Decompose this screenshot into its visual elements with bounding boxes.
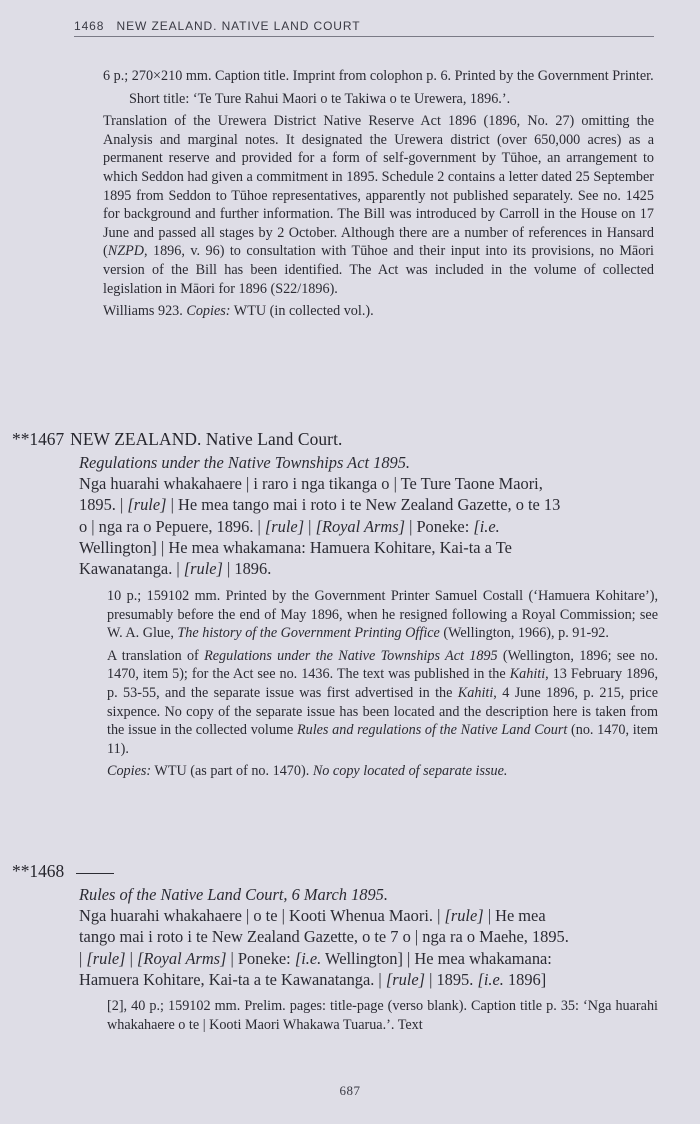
title-transcription-line: tango mai i roto i te New Zealand Gazette, o te 7 o | nga ra o Maehe, 1895. bbox=[79, 927, 569, 947]
title-english: Regulations under the Native Townships Act 1895. bbox=[79, 453, 410, 472]
copies-note: Williams 923. Copies: WTU (in collected vol.). bbox=[103, 303, 374, 320]
translation-note: Translation of the Urewera District Native Reserve Act 1896 (1896, No. 27) omitting the Analysis and marginal notes. It designated the Urewera district (over 650,000 acres) as a permanent reserve and provided for a form of self-government by Tūhoe, an arrangement to which Seddon had given a commitment in 1895. Schedule 2 contains a letter dated 25 September 1895 from Seddon to Tūhoe representatives, apparently not published separately. See no. 1425 for background and further information. The Bill was introduced by Carroll in the House on 17 June and passed all stages by 2 October. Although there are a number of references in Hansard (NZPD, 1896, v. 96) to consultation with Tūhoe and their input into its provisions, no Māori version of the Bill has been identified. The Act was included in the volume of collected legislation in Māori for 1896 (S22/1896). bbox=[103, 113, 654, 297]
entry-1468-title bbox=[79, 884, 659, 990]
title-transcription-line: | [rule] | [Royal Arms] | Poneke: [i.e. Wellington] | He mea whakamana: bbox=[79, 948, 552, 968]
title-transcription-line: Hamuera Kohitare, Kai-ta a te Kawanatanga. | [rule] | 1895. [i.e. 1896] bbox=[79, 969, 547, 989]
copies-note: Copies: WTU (as part of no. 1470). No copy located of separate issue. bbox=[107, 763, 508, 780]
entry-author-heading: NEW ZEALAND. Native Land Court. bbox=[70, 429, 343, 449]
running-head-title: NEW ZEALAND. NATIVE LAND COURT bbox=[116, 19, 361, 33]
previous-entry-notes bbox=[103, 67, 654, 325]
entry-number: **1467 bbox=[12, 429, 65, 449]
entry-1468-notes bbox=[107, 997, 658, 1038]
title-transcription-line: Nga huarahi whakahaere | i raro i nga tikanga o | Te Ture Taone Maori, bbox=[79, 474, 543, 494]
title-transcription-line: Nga huarahi whakahaere | o te | Kooti Whenua Maori. | [rule] | He mea bbox=[79, 906, 546, 926]
running-head-page-number: 1468 bbox=[74, 19, 105, 33]
entry-1467-title bbox=[79, 452, 659, 579]
entry-number: **1468 bbox=[12, 861, 65, 881]
translation-note: A translation of Regulations under the Native Townships Act 1895 (Wellington, 1896; see no. 1470, item 5); for the Act see no. 1436. The text was published in the Kahiti, 13 February 1896, p. 53-55, and the separate issue was first advertised in the Kahiti, 4 June 1896, p. 215, price sixpence. No copy of the separate issue has been located and the description here is taken from the issue in the collected volume Rules and regulations of the Native Land Court (no. 1470, item 11). bbox=[107, 647, 658, 757]
title-transcription-line: 1895. | [rule] | He mea tango mai i roto i te New Zealand Gazette, o te 13 bbox=[79, 495, 561, 515]
physical-description: [2], 40 p.; 159102 mm. Prelim. pages: title-page (verso blank). Caption title p. 35: ‘Nga huarahi whakahaere o te | Kooti Maori Whakawa Tuarua.’. Text bbox=[107, 998, 658, 1033]
entry-1468-heading bbox=[12, 860, 114, 882]
entry-1467-notes bbox=[107, 587, 658, 785]
physical-description: 10 p.; 159102 mm. Printed by the Government Printer Samuel Costall (‘Hamuera Kohitare’), presumably before the end of May 1896, when he resigned following a Royal Commission; see W. A. Glue, The history of the Government Printing Office (Wellington, 1966), p. 91-92. bbox=[107, 588, 658, 642]
title-transcription-line: Kawanatanga. | [rule] | 1896. bbox=[79, 559, 272, 579]
title-transcription-line: o | nga ra o Pepuere, 1896. | [rule] | [Royal Arms] | Poneke: [i.e. bbox=[79, 516, 500, 536]
ditto-rule bbox=[76, 873, 114, 874]
entry-1467-heading bbox=[12, 428, 342, 450]
title-english: Rules of the Native Land Court, 6 March 1895. bbox=[79, 885, 388, 904]
short-title-note: Short title: ‘Te Ture Rahui Maori o te Takiwa o te Urewera, 1896.’. bbox=[129, 90, 511, 107]
page-number: 687 bbox=[339, 1083, 361, 1098]
title-transcription-line: Wellington] | He mea whakamana: Hamuera Kohitare, Kai-ta a Te bbox=[79, 537, 512, 557]
running-head bbox=[74, 19, 654, 37]
physical-description: 6 p.; 270×210 mm. Caption title. Imprint from colophon p. 6. Printed by the Government Printer. bbox=[103, 68, 654, 84]
